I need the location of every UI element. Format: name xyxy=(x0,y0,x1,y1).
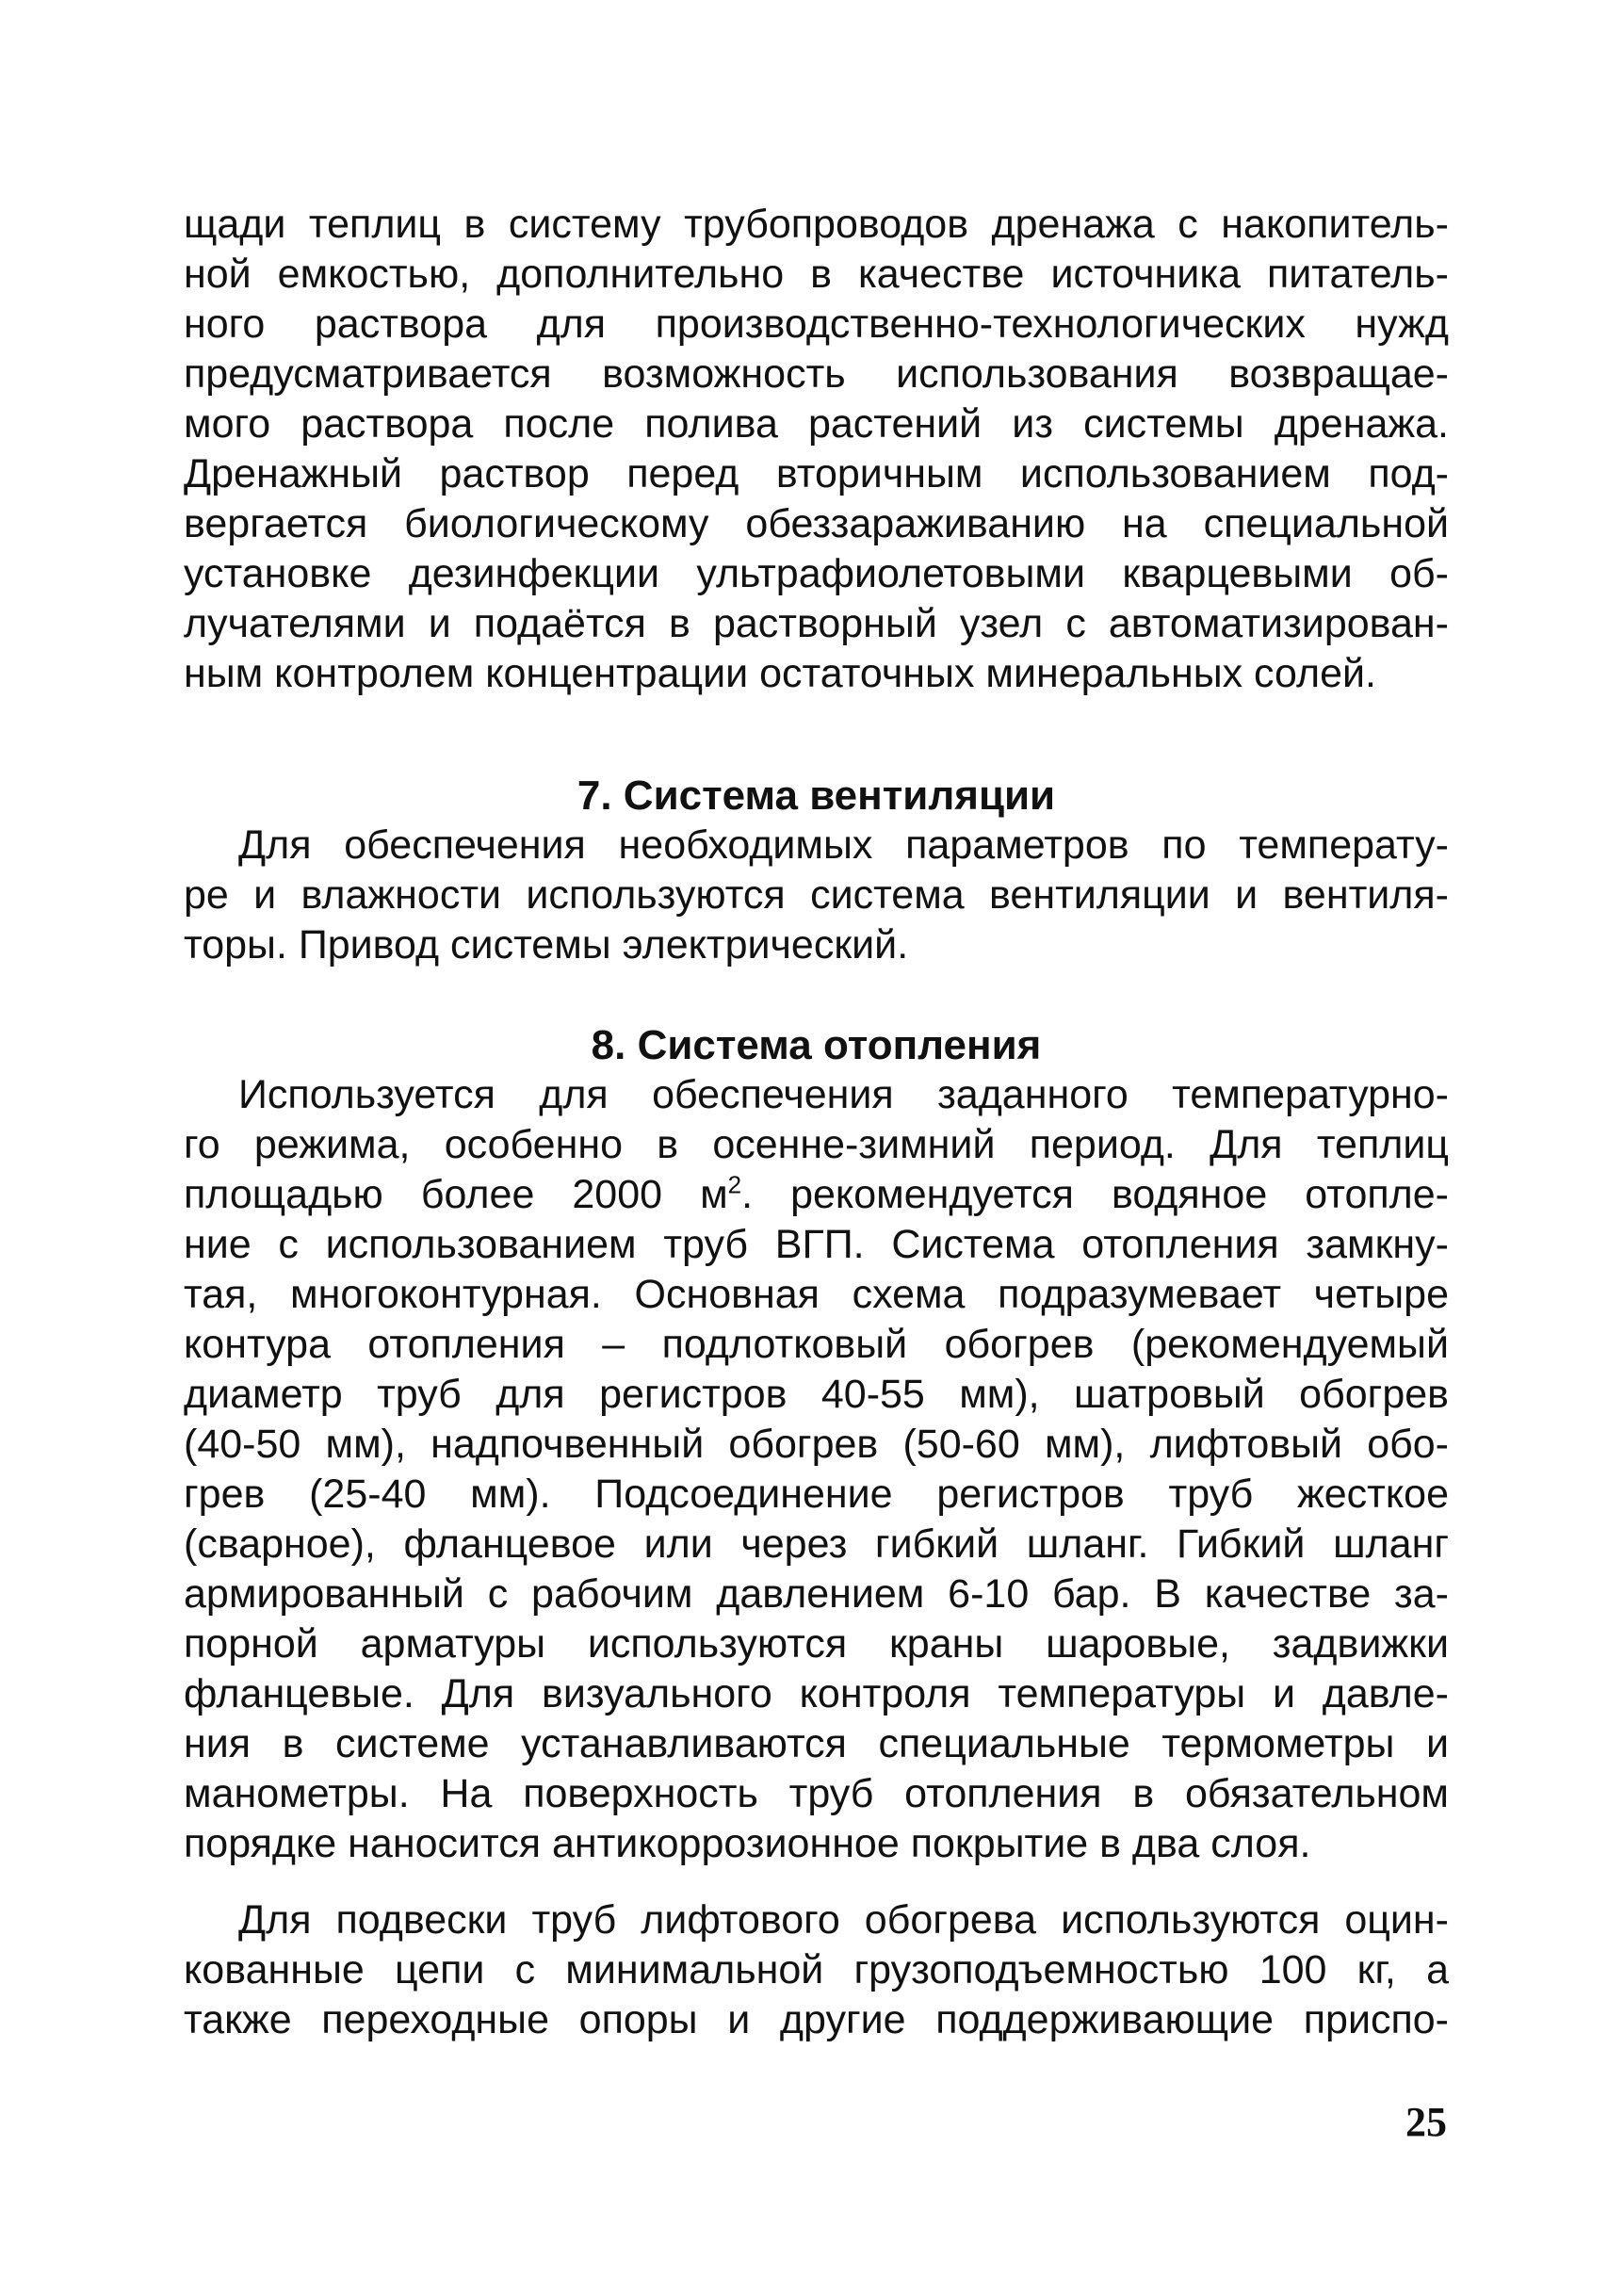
text-line: торы. Привод системы электрический. xyxy=(184,922,909,968)
text-line: манометры. На поверхность труб отопления в обязательном xyxy=(184,1771,1449,1816)
text-line: фланцевые. Для визуального контроля температуры и давле- xyxy=(184,1671,1449,1716)
text-line: диаметр труб для регистров 40-55 мм), шатровый обогрев xyxy=(184,1372,1449,1417)
text-line: тая, многоконтурная. Основная схема подразумевает четыре xyxy=(184,1272,1449,1317)
paragraph-intro xyxy=(184,200,1449,699)
text-line-area xyxy=(184,1170,1449,1220)
text-line: мого раствора после полива растений из системы дренажа. xyxy=(184,401,1449,447)
text-line: Для подвески труб лифтового обогрева используются оцин- xyxy=(238,1897,1449,1943)
text-line: также переходные опоры и другие поддерживающие приспо- xyxy=(184,1997,1449,2042)
text-line: предусматривается возможность использования возвращае- xyxy=(184,351,1449,397)
text-line: лучателями и подаётся в растворный узел с автоматизирован- xyxy=(184,601,1449,646)
text-line: ного раствора для производственно-технологических нужд xyxy=(184,301,1449,347)
text-line: армированный с рабочим давлением 6-10 бар. В качестве за- xyxy=(184,1571,1449,1617)
text-line: установке дезинфекции ультрафиолетовыми кварцевыми об- xyxy=(184,551,1449,596)
text-line: порной арматуры используются краны шаровые, задвижки xyxy=(184,1621,1449,1667)
superscript: 2 xyxy=(727,1170,742,1199)
area-text-continued: . рекомендуется водяное отопле- xyxy=(741,1172,1449,1217)
text-line: контура отопления – подлотковый обогрев (рекомендуемый xyxy=(184,1322,1449,1367)
text-line: вергается биологическому обеззараживанию на специальной xyxy=(184,501,1449,546)
text-line: Для обеспечения необходимых параметров по температу- xyxy=(238,822,1449,868)
text-line: грев (25-40 мм). Подсоединение регистров труб жесткое xyxy=(184,1472,1449,1517)
text-line: (40-50 мм), надпочвенный обогрев (50-60 мм), лифтовый обо- xyxy=(184,1422,1449,1467)
text-line: ной емкостью, дополнительно в качестве источника питатель- xyxy=(184,252,1449,297)
area-text: площадью более 2000 м xyxy=(184,1172,728,1217)
text-line: щади теплиц в систему трубопроводов дренажа с накопитель- xyxy=(184,202,1449,247)
text-line: порядке наносится антикоррозионное покрытие в два слоя. xyxy=(184,1821,1311,1866)
text-line: ние с использованием труб ВГП. Система отопления замкну- xyxy=(184,1222,1449,1267)
text-line: ния в системе устанавливаются специальные термометры и xyxy=(184,1721,1449,1766)
text-line: (сварное), фланцевое или через гибкий шланг. Гибкий шланг xyxy=(184,1521,1449,1567)
section-heading: 7. Система вентиляции xyxy=(577,772,1056,819)
section-heating xyxy=(184,1020,1449,1869)
text-line: ным контролем концентрации остаточных минеральных солей. xyxy=(184,651,1376,696)
text-line: кованные цепи с минимальной грузоподъемностью 100 кг, а xyxy=(184,1947,1449,1992)
paragraph-suspension xyxy=(184,1895,1449,2045)
page-number: 25 xyxy=(1405,2099,1447,2145)
text-line: го режима, особенно в осенне-зимний период. Для теплиц xyxy=(184,1122,1449,1167)
section-heading: 8. Система отопления xyxy=(591,1022,1042,1068)
text-line: Дренажный раствор перед вторичным использованием под- xyxy=(184,451,1449,496)
text-line: ре и влажности используются система вентиляции и вентиля- xyxy=(184,872,1449,918)
text-line: Используется для обеспечения заданного температурно- xyxy=(238,1072,1449,1117)
section-ventilation xyxy=(184,771,1449,970)
